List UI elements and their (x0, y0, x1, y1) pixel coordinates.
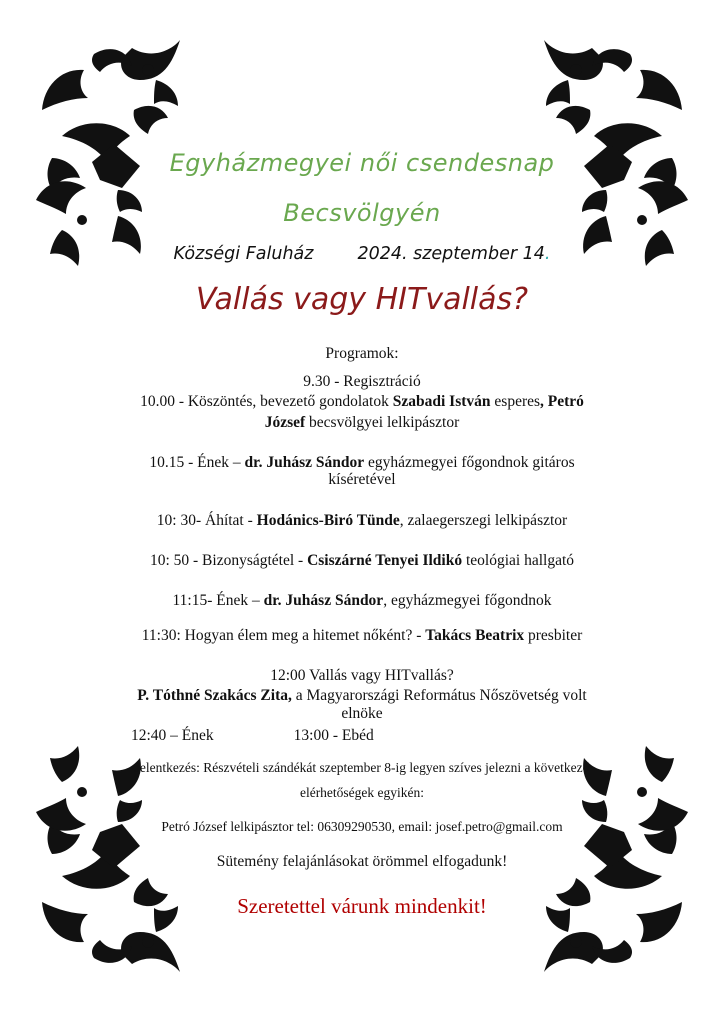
main-title: Vallás vagy HITvallás? (195, 282, 529, 317)
program-text: 10.00 - Köszöntés, bevezető gondolatok (140, 393, 393, 410)
program-text: 10.15 - Ének – (149, 454, 245, 471)
program-text: egyházmegyei főgondnok gitáros (364, 454, 575, 471)
event-location-title: Becsvölgyén (283, 199, 441, 227)
program-text: 10: 50 - Bizonyságtétel - (149, 552, 308, 569)
speaker-name: dr. Juhász Sándor (263, 592, 384, 609)
venue: Községi Faluház (173, 244, 314, 264)
program-text: a Magyarországi Református Nőszövetség volt (291, 687, 587, 704)
program-song-2 (0, 592, 724, 610)
speaker-name: dr. Juhász Sándor (244, 454, 365, 471)
signup-text-cont: elérhetőségek egyikén: (299, 785, 425, 800)
venue-date-line (0, 244, 724, 264)
program-lunch: 13:00 - Ebéd (293, 727, 374, 744)
speaker-name: Takács Beatrix (425, 627, 525, 644)
program-welcome-cont (0, 414, 724, 432)
date-dot: . (544, 244, 551, 264)
speaker-name: József (264, 414, 306, 431)
program-welcome (0, 393, 724, 411)
contact-info: Petró József lelkipásztor tel: 06309290530, email: josef.petro@gmail.com (161, 819, 563, 834)
program-text: presbiter (524, 627, 583, 644)
program-text: , zalaegerszegi lelkipásztor (399, 512, 568, 529)
closing-welcome: Szeretettel várunk mindenkit! (237, 894, 487, 918)
speaker-name: P. Tóthné Szakács Zita, (137, 687, 292, 704)
speaker-name: Szabadi István (392, 393, 491, 410)
program-heading: Programok: (325, 345, 399, 362)
signup-text: Jelentkezés: Részvételi szándékát szeptember 8-ig legyen szíves jelezni a következő (134, 760, 590, 775)
cakes-note: Sütemény felajánlásokat örömmel elfogadunk! (216, 853, 508, 870)
program-lecture-title: 12:00 Vallás vagy HITvallás? (270, 667, 454, 684)
program-text: 11:15- Ének – (172, 592, 264, 609)
program-text: 11:30: Hogyan élem meg a hitemet nőként? - (141, 627, 426, 644)
program-talk (0, 627, 724, 645)
program-registration: 9.30 - Regisztráció (303, 373, 421, 390)
program-text: teológiai hallgató (462, 552, 575, 569)
program-lecture-cont: elnöke (341, 705, 383, 722)
program-lecture-speaker (0, 687, 724, 705)
event-date: 2024. szeptember 14 (357, 244, 545, 264)
program-closing-items (0, 727, 724, 745)
program-song-3: 12:40 – Ének (131, 727, 214, 744)
program-text: esperes (490, 393, 541, 410)
program-song-1 (0, 454, 724, 472)
speaker-name: , Petró (540, 393, 584, 410)
program-text: 10: 30- Áhítat - (156, 512, 257, 529)
program-song-1-cont: kíséretével (328, 471, 396, 488)
program-devotion (0, 512, 724, 530)
speaker-name: Csiszárné Tenyei Ildikó (307, 552, 463, 569)
program-testimony (0, 552, 724, 570)
program-text: , egyházmegyei főgondnok (383, 592, 552, 609)
speaker-name: Hodánics-Biró Tünde (256, 512, 400, 529)
program-text: becsvölgyei lelkipásztor (305, 414, 460, 431)
event-title: Egyházmegyei női csendesnap (169, 149, 555, 177)
